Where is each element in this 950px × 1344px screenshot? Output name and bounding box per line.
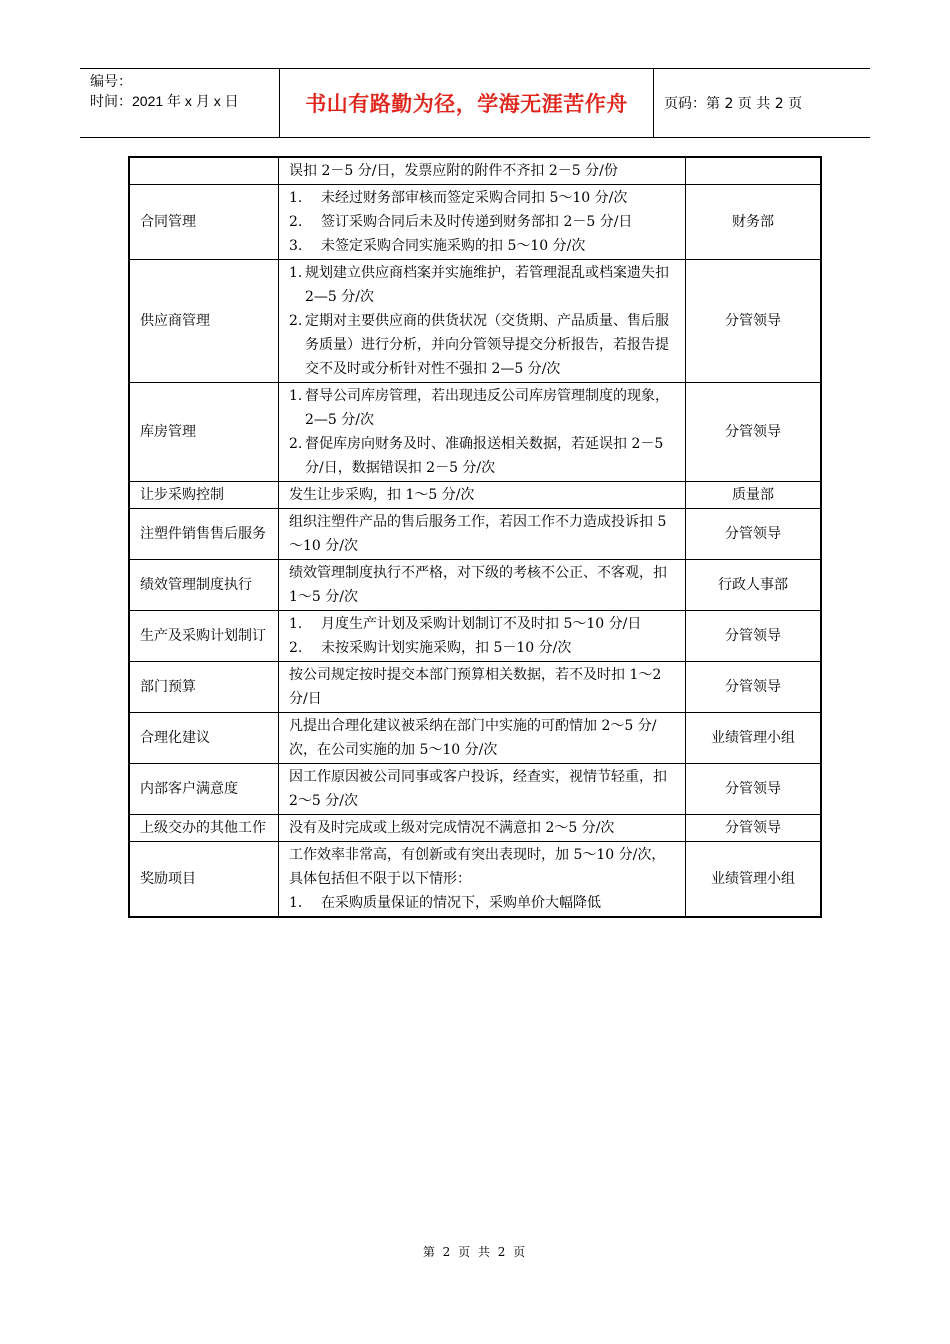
list-item [289, 891, 675, 915]
criteria-text: 误扣 2－5 分/日，发票应附的附件不齐扣 2－5 分/份 [289, 163, 618, 179]
criteria-cell [279, 260, 686, 383]
department-cell: 分管领导 [686, 383, 822, 482]
assessment-table [128, 156, 822, 918]
criteria-cell [279, 713, 686, 764]
criteria-cell [279, 383, 686, 482]
page-footer: 第 2 页 共 2 页 [422, 1245, 528, 1259]
table-row [129, 482, 821, 509]
list-item [289, 612, 675, 636]
item-cell: 合理化建议 [129, 713, 279, 764]
criteria-text: 工作效率非常高，有创新或有突出表现时，加 5～10 分/次，具体包括但不限于以下情形： [289, 847, 666, 887]
table-row [129, 713, 821, 764]
criteria-text: 凡提出合理化建议被采纳在部门中实施的可酌情加 2～5 分/次，在公司实施的加 5～10 分/次 [289, 718, 657, 758]
criteria-text: 督导公司库房管理，若出现违反公司库房管理制度的现象，2—5 分/次 [305, 388, 669, 428]
list-number: 1. [289, 616, 303, 632]
page-header [80, 68, 870, 138]
table-row [129, 560, 821, 611]
item-cell: 供应商管理 [129, 260, 279, 383]
department-cell: 财务部 [686, 185, 822, 260]
list-number: 1. [289, 265, 303, 281]
header-meta [80, 69, 280, 137]
list-item [289, 261, 675, 309]
department-cell: 分管领导 [686, 260, 822, 383]
list-number: 2. [289, 313, 303, 329]
criteria-text: 规划建立供应商档案并实施维护，若管理混乱或档案遗失扣 2—5 分/次 [305, 265, 669, 305]
department-cell: 质量部 [686, 482, 822, 509]
criteria-cell [279, 560, 686, 611]
list-item [289, 234, 675, 258]
item-cell: 注塑件销售售后服务 [129, 509, 279, 560]
list-item [289, 309, 675, 381]
department-cell: 行政人事部 [686, 560, 822, 611]
list-item [289, 186, 675, 210]
criteria-cell [279, 662, 686, 713]
criteria-text: 发生让步采购，扣 1～5 分/次 [289, 487, 475, 503]
criteria-text: 在采购质量保证的情况下，采购单价大幅降低 [321, 895, 601, 911]
department-cell: 分管领导 [686, 662, 822, 713]
list-number: 3. [289, 238, 303, 254]
department-cell: 分管领导 [686, 509, 822, 560]
item-cell: 生产及采购计划制订 [129, 611, 279, 662]
list-number: 2. [289, 436, 303, 452]
list-item [289, 384, 675, 432]
criteria-cell [279, 764, 686, 815]
criteria-text: 月度生产计划及采购计划制订不及时扣 5～10 分/日 [321, 616, 642, 632]
criteria-text: 未经过财务部审核而签定采购合同扣 5～10 分/次 [321, 190, 628, 206]
item-cell: 上级交办的其他工作 [129, 815, 279, 842]
header-motto-cell [280, 69, 654, 137]
criteria-text: 没有及时完成或上级对完成情况不满意扣 2～5 分/次 [289, 820, 615, 836]
header-motto: 书山有路勤为径，学海无涯苦作舟 [305, 92, 628, 116]
list-item [289, 432, 675, 480]
item-cell: 内部客户满意度 [129, 764, 279, 815]
department-cell: 分管领导 [686, 764, 822, 815]
criteria-cell [279, 509, 686, 560]
list-number: 1. [289, 190, 303, 206]
item-cell: 让步采购控制 [129, 482, 279, 509]
table-row [129, 383, 821, 482]
list-item [289, 636, 675, 660]
criteria-text: 督促库房向财务及时、准确报送相关数据，若延误扣 2－5 分/日，数据错误扣 2－5 分/次 [305, 436, 664, 476]
department-cell: 业绩管理小组 [686, 713, 822, 764]
criteria-text: 未签定采购合同实施采购的扣 5～10 分/次 [321, 238, 586, 254]
list-item [289, 210, 675, 234]
list-number: 1. [289, 895, 303, 911]
criteria-cell [279, 185, 686, 260]
table-row [129, 260, 821, 383]
table-row [129, 842, 821, 918]
department-cell: 业绩管理小组 [686, 842, 822, 918]
criteria-cell [279, 815, 686, 842]
criteria-text: 未按采购计划实施采购，扣 5－10 分/次 [321, 640, 572, 656]
item-cell [129, 157, 279, 185]
list-number: 1. [289, 388, 303, 404]
criteria-text: 绩效管理制度执行不严格，对下级的考核不公正、不客观，扣 1～5 分/次 [289, 565, 667, 605]
item-cell: 合同管理 [129, 185, 279, 260]
table-row [129, 509, 821, 560]
table-row [129, 157, 821, 185]
list-number: 2. [289, 214, 303, 230]
criteria-text: 按公司规定按时提交本部门预算相关数据，若不及时扣 1～2 分/日 [289, 667, 662, 707]
department-cell: 分管领导 [686, 611, 822, 662]
criteria-text: 因工作原因被公司同事或客户投诉，经查实，视情节轻重，扣 2～5 分/次 [289, 769, 667, 809]
department-cell [686, 157, 822, 185]
document-time-label: 时间：2021 年 x 月 x 日 [90, 93, 239, 109]
item-cell: 库房管理 [129, 383, 279, 482]
criteria-cell [279, 842, 686, 918]
table-row [129, 611, 821, 662]
department-cell: 分管领导 [686, 815, 822, 842]
item-cell: 部门预算 [129, 662, 279, 713]
table-row [129, 764, 821, 815]
document-number-label: 编号： [90, 73, 132, 89]
table-row [129, 662, 821, 713]
criteria-text: 组织注塑件产品的售后服务工作，若因工作不力造成投诉扣 5～10 分/次 [289, 514, 667, 554]
item-cell: 奖励项目 [129, 842, 279, 918]
criteria-cell [279, 157, 686, 185]
table-row [129, 815, 821, 842]
criteria-cell [279, 482, 686, 509]
criteria-cell [279, 611, 686, 662]
item-cell: 绩效管理制度执行 [129, 560, 279, 611]
criteria-text: 签订采购合同后未及时传递到财务部扣 2－5 分/日 [321, 214, 633, 230]
table-row [129, 185, 821, 260]
list-number: 2. [289, 640, 303, 656]
criteria-text: 定期对主要供应商的供货状况（交货期、产品质量、售后服务质量）进行分析，并向分管领导提交分析报告，若报告提交不及时或分析针对性不强扣 2—5 分/次 [305, 313, 669, 377]
header-page-label: 页码：第 2 页 共 2 页 [664, 96, 803, 112]
